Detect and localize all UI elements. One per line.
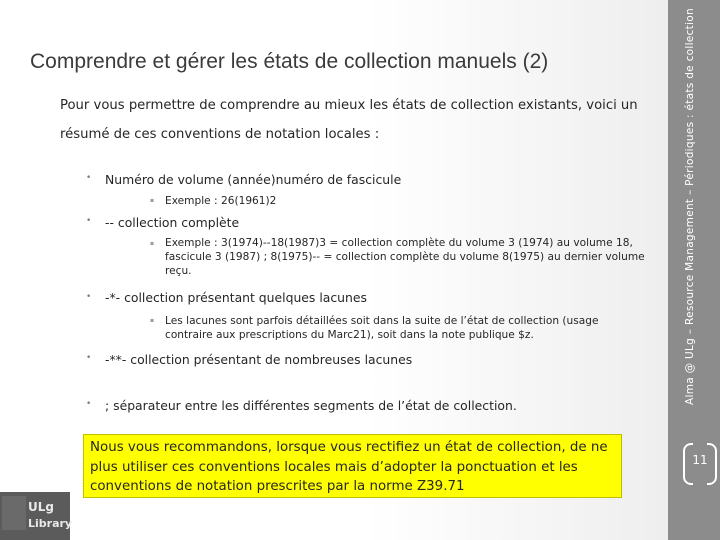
page-number: 11 [692, 453, 708, 467]
bullet-item: -- collection complète [105, 215, 240, 230]
sub-bullet-icon: ▪ [150, 317, 155, 324]
bullet-icon: • [86, 216, 92, 226]
slide-title: Comprendre et gérer les états de collection manuels (2) [30, 50, 549, 73]
sub-bullet-item: Exemple : 3(1974)--18(1987)3 = collection complète du volume 3 (1974) au volume 18, fascicule 3 (1987) ; 8(1975)-- = collection complète du volume 8(1975) au dernier volume reçu. [165, 237, 645, 277]
bullet-item: -**- collection présentant de nombreuses lacunes [105, 352, 413, 367]
recommendation-callout: Nous vous recommandons, lorsque vous rectifiez un état de collection, de ne plus utiliser ces conventions locales mais d’adopter la ponctuation et les conventions de notation prescrites par la norme Z39.71 [83, 434, 622, 498]
university-seal-icon [2, 496, 26, 530]
intro-paragraph: Pour vous permettre de comprendre au mieux les états de collection existants, voici un résumé de ces conventions de notation locales : [60, 98, 638, 142]
bullet-icon: • [86, 399, 92, 409]
ulg-library-logo [0, 492, 73, 540]
bullet-icon: • [86, 173, 92, 183]
page-number-frame [683, 443, 717, 483]
sub-bullet-item: Les lacunes sont parfois détaillées soit dans la suite de l’état de collection (usage contraire aux prescriptions du Marc21), soit dans la note publique $z. [165, 315, 599, 341]
sub-bullet-icon: ▪ [150, 197, 155, 204]
bullet-icon: • [86, 292, 92, 302]
logo-line-1: ULg [28, 500, 54, 514]
bullet-item: ; séparateur entre les différentes segments de l’état de collection. [105, 398, 517, 413]
bullet-icon: • [86, 353, 92, 363]
logo-line-2: Library [28, 517, 73, 530]
sub-bullet-icon: ▪ [150, 240, 155, 247]
bullet-item: -*- collection présentant quelques lacunes [105, 290, 367, 305]
sub-bullet-item: Exemple : 26(1961)2 [165, 195, 277, 207]
sidebar-caption: Alma @ ULg – Resource Management – Périodiques : états de collection [684, 8, 696, 405]
bullet-item: Numéro de volume (année)numéro de fascicule [105, 172, 402, 187]
